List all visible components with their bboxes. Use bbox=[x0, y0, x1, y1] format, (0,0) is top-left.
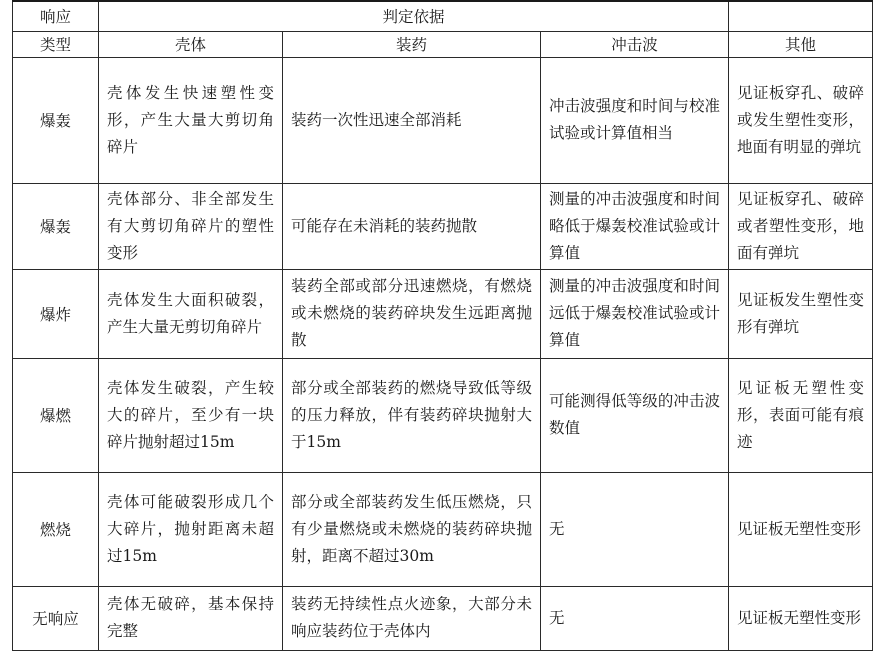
other-cell: 见证板穿孔、破碎或者塑性变形，地面有弹坑 bbox=[729, 183, 873, 269]
response-criteria-table bbox=[12, 0, 873, 651]
shock-cell: 可能测得低等级的冲击波数值 bbox=[541, 358, 729, 472]
header-other: 其他 bbox=[729, 31, 873, 57]
shell-cell: 壳体发生快速塑性变形，产生大量大剪切角碎片 bbox=[99, 57, 283, 183]
header-type-bottom: 类型 bbox=[13, 31, 99, 57]
other-cell: 见证板发生塑性变形有弹坑 bbox=[729, 269, 873, 358]
other-cell: 见证板无塑性变形，表面可能有痕迹 bbox=[729, 358, 873, 472]
charge-cell: 装药一次性迅速全部消耗 bbox=[283, 57, 541, 183]
shell-cell: 壳体发生破裂，产生较大的碎片，至少有一块碎片抛射超过15m bbox=[99, 358, 283, 472]
document bbox=[12, 0, 872, 651]
header-basis: 判定依据 bbox=[99, 1, 729, 31]
shell-cell: 壳体部分、非全部发生有大剪切角碎片的塑性变形 bbox=[99, 183, 283, 269]
table-row bbox=[13, 269, 873, 358]
charge-cell: 装药全部或部分迅速燃烧，有燃烧或未燃烧的装药碎块发生远距离抛散 bbox=[283, 269, 541, 358]
header-charge: 装药 bbox=[283, 31, 541, 57]
response-type: 无响应 bbox=[13, 586, 99, 650]
other-cell: 见证板无塑性变形 bbox=[729, 472, 873, 586]
header-empty bbox=[729, 1, 873, 31]
charge-cell: 部分或全部装药发生低压燃烧，只有少量燃烧或未燃烧的装药碎块抛射，距离不超过30m bbox=[283, 472, 541, 586]
table-row bbox=[13, 472, 873, 586]
charge-cell: 部分或全部装药的燃烧导致低等级的压力释放，伴有装药碎块抛射大于15m bbox=[283, 358, 541, 472]
header-row-1 bbox=[13, 1, 873, 31]
other-cell: 见证板穿孔、破碎或发生塑性变形，地面有明显的弹坑 bbox=[729, 57, 873, 183]
header-shell: 壳体 bbox=[99, 31, 283, 57]
charge-cell: 装药无持续性点火迹象，大部分未响应装药位于壳体内 bbox=[283, 586, 541, 650]
response-type: 爆炸 bbox=[13, 269, 99, 358]
shock-cell: 无 bbox=[541, 472, 729, 586]
header-row-2 bbox=[13, 31, 873, 57]
shock-cell: 测量的冲击波强度和时间略低于爆轰校准试验或计算值 bbox=[541, 183, 729, 269]
shock-cell: 冲击波强度和时间与校准试验或计算值相当 bbox=[541, 57, 729, 183]
shell-cell: 壳体发生大面积破裂，产生大量无剪切角碎片 bbox=[99, 269, 283, 358]
table-row bbox=[13, 586, 873, 650]
charge-cell: 可能存在未消耗的装药抛散 bbox=[283, 183, 541, 269]
shock-cell: 测量的冲击波强度和时间远低于爆轰校准试验或计算值 bbox=[541, 269, 729, 358]
other-cell: 见证板无塑性变形 bbox=[729, 586, 873, 650]
response-type: 爆燃 bbox=[13, 358, 99, 472]
header-shock: 冲击波 bbox=[541, 31, 729, 57]
response-type: 爆轰 bbox=[13, 57, 99, 183]
header-type-top: 响应 bbox=[13, 1, 99, 31]
table-row bbox=[13, 183, 873, 269]
table-row bbox=[13, 57, 873, 183]
shock-cell: 无 bbox=[541, 586, 729, 650]
shell-cell: 壳体可能破裂形成几个大碎片，抛射距离未超过15m bbox=[99, 472, 283, 586]
shell-cell: 壳体无破碎，基本保持完整 bbox=[99, 586, 283, 650]
table-row bbox=[13, 358, 873, 472]
response-type: 燃烧 bbox=[13, 472, 99, 586]
response-type: 爆轰 bbox=[13, 183, 99, 269]
